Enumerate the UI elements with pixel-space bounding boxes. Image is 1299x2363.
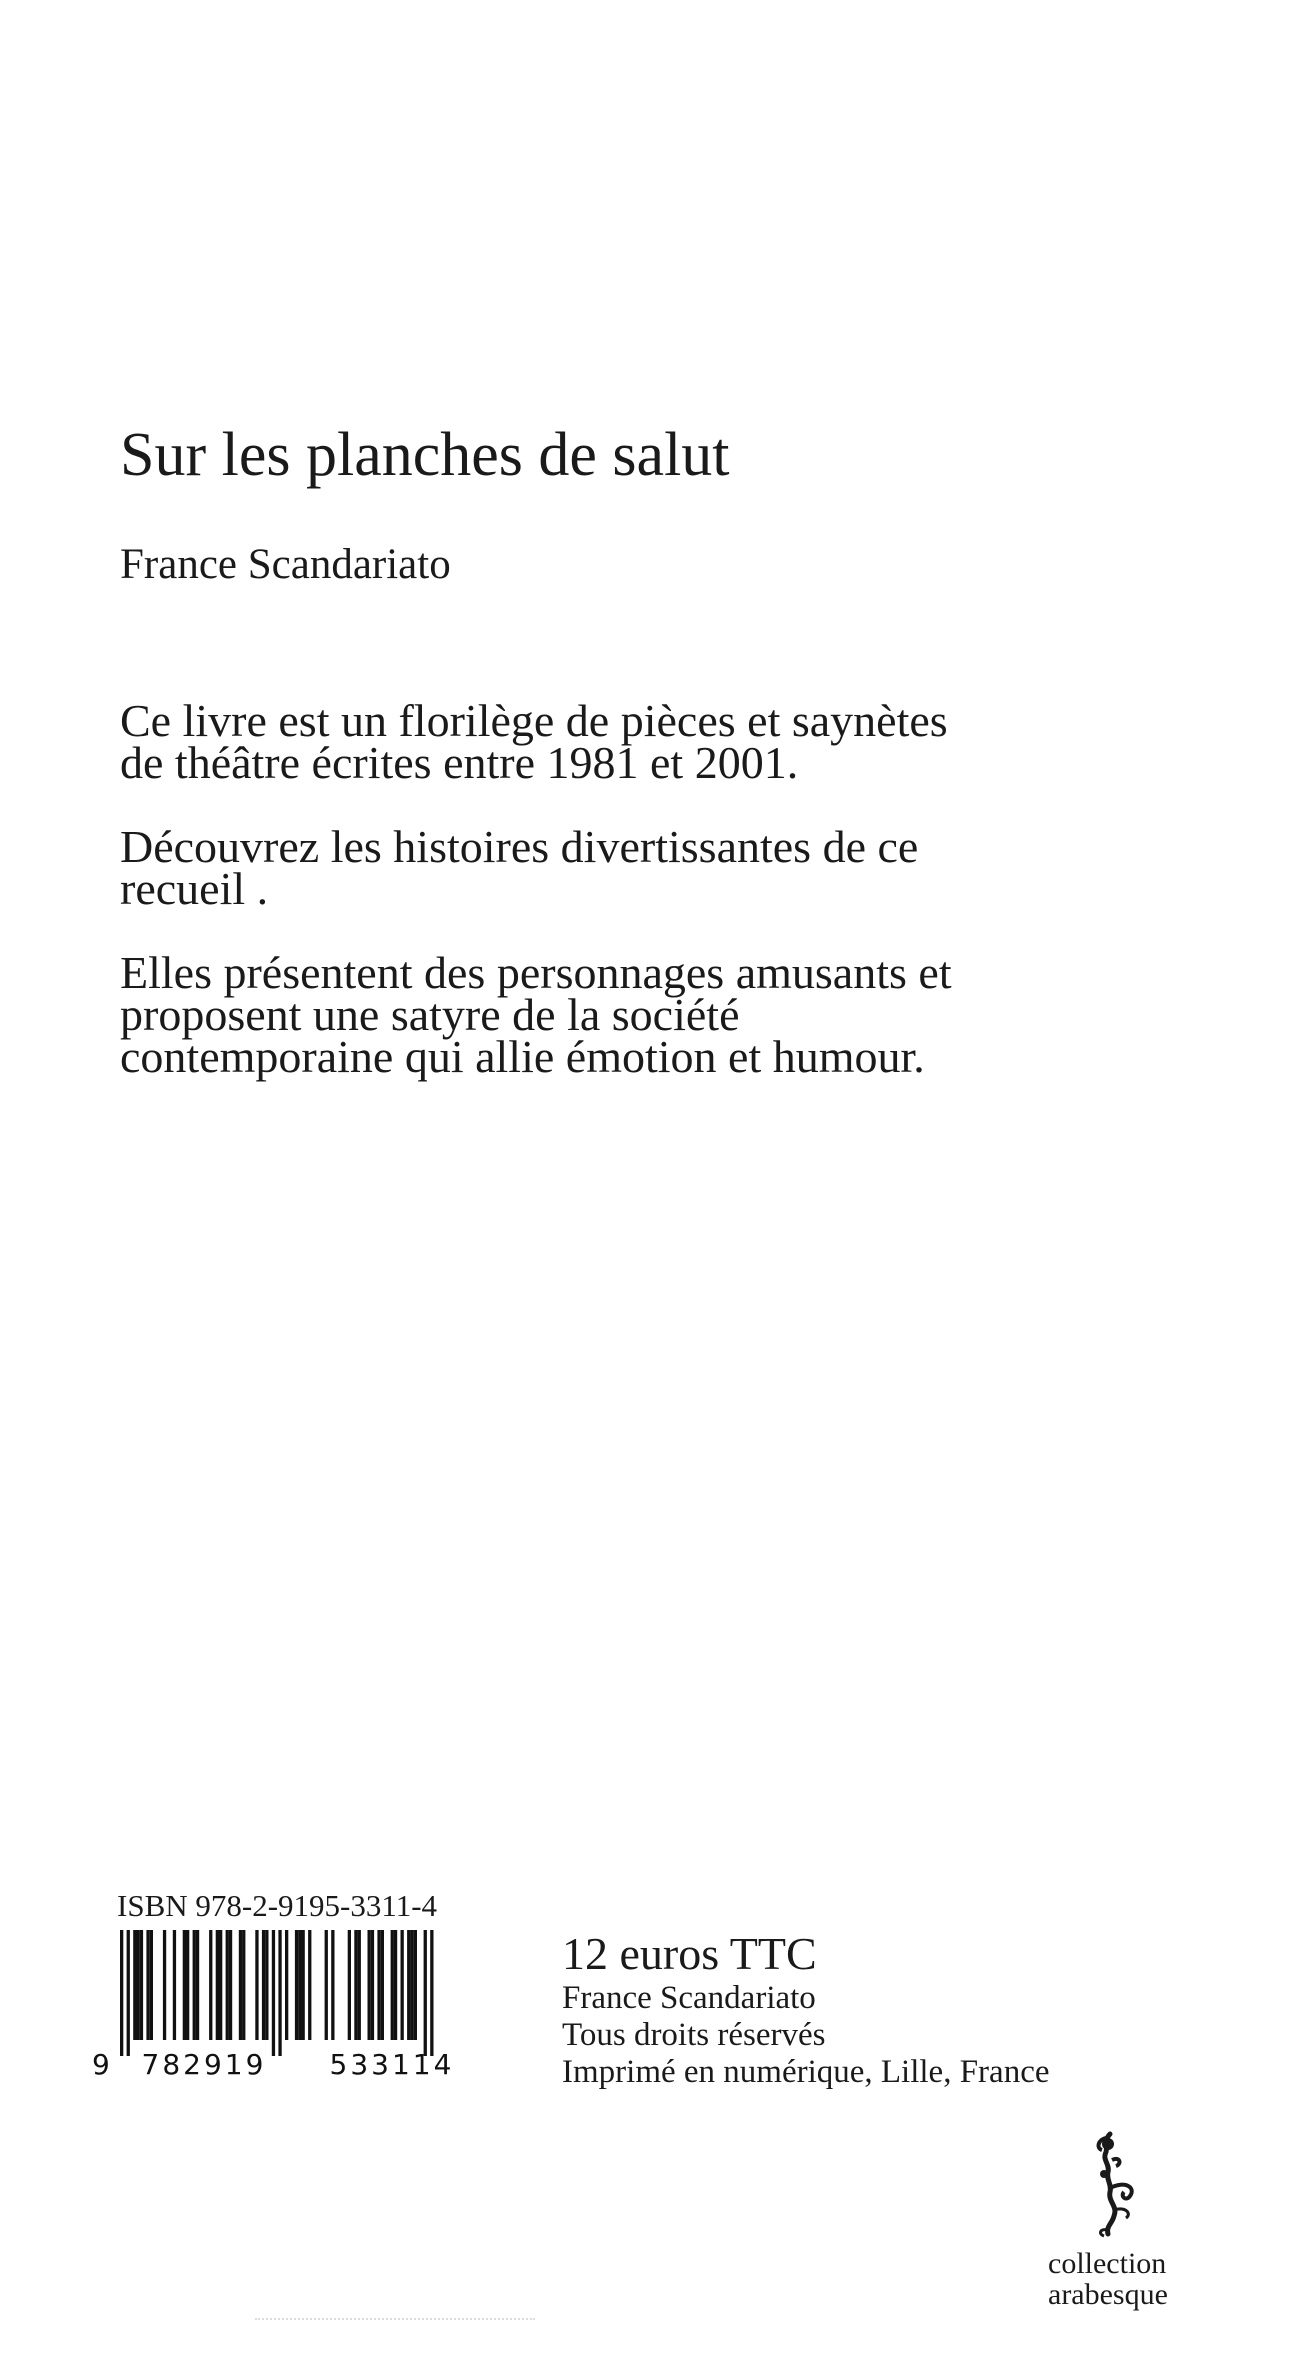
blurb-paragraph: Découvrez les histoires divertissantes de ce recueil . — [120, 821, 919, 914]
barcode-bar — [391, 1930, 394, 2040]
isbn-label: ISBN 978-2-9195-3311-4 — [117, 1888, 438, 1923]
barcode-bar — [325, 1930, 328, 2040]
collection-name — [1040, 2248, 1190, 2310]
arabesque-vine-icon — [1080, 2130, 1150, 2240]
barcode-bar — [133, 1930, 136, 2040]
barcode-bar — [410, 1930, 413, 2040]
barcode-bar — [371, 1930, 374, 2040]
barcode-bar — [278, 1930, 281, 2056]
barcode-bar — [186, 1930, 189, 2040]
barcode-bar — [209, 1930, 212, 2040]
barcode-bar — [173, 1930, 176, 2040]
barcode-bar — [193, 1930, 196, 2040]
publication-info — [562, 1928, 1050, 2091]
barcode-first-digit: 9 — [92, 2048, 110, 2078]
barcode-bar — [308, 1930, 311, 2040]
barcode-bar — [430, 1930, 433, 2056]
book-title: Sur les planches de salut — [120, 421, 730, 489]
book-blurb — [120, 695, 1000, 1120]
blurb-paragraph: Elles présentent des personnages amusants et proposent une satyre de la société contemporaine qui allie émotion et humour. — [120, 947, 952, 1082]
barcode-bar — [285, 1930, 288, 2040]
barcode-bar — [239, 1930, 242, 2040]
collection-line-1: collection — [1048, 2247, 1167, 2280]
barcode-bar — [358, 1930, 361, 2040]
barcode-bar — [183, 1930, 186, 2040]
barcode-bar — [272, 1930, 275, 2056]
barcode-bar — [140, 1930, 143, 2040]
barcode-bar — [127, 1930, 130, 2056]
book-author: France Scandariato — [120, 541, 451, 588]
barcode-bar — [414, 1930, 417, 2040]
blurb-paragraph: Ce livre est un florilège de pièces et saynètes de théâtre écrites entre 1981 et 2001. — [120, 695, 948, 788]
barcode-bar — [229, 1930, 232, 2040]
barcode-left-digits: 782919 — [141, 2048, 267, 2078]
barcode-bar — [354, 1930, 357, 2040]
barcode-bar — [219, 1930, 222, 2040]
barcode-bar — [331, 1930, 334, 2040]
barcode-bar — [381, 1930, 384, 2040]
barcode-bar — [368, 1930, 371, 2040]
barcode-bar — [424, 1930, 427, 2056]
barcode-bars — [120, 1930, 434, 2056]
barcode-bar — [298, 1930, 301, 2040]
barcode-bar — [302, 1930, 305, 2040]
barcode-bar — [242, 1930, 245, 2040]
barcode-bar — [265, 1930, 268, 2040]
barcode-bar — [226, 1930, 229, 2040]
barcode-bar — [295, 1930, 298, 2040]
barcode-bar — [216, 1930, 219, 2040]
price: 12 euros TTC — [562, 1928, 817, 1979]
barcode-bar — [120, 1930, 123, 2056]
barcode-bar — [407, 1930, 410, 2040]
barcode-bar — [163, 1930, 166, 2040]
barcode-bar — [394, 1930, 397, 2040]
faint-divider — [255, 2318, 535, 2322]
collection-line-2: arabesque — [1048, 2278, 1168, 2311]
barcode-bar — [146, 1930, 149, 2040]
barcode-bar — [137, 1930, 140, 2040]
barcode-bar — [377, 1930, 380, 2040]
collection-logo — [1040, 2130, 1190, 2310]
printing-info: Imprimé en numérique, Lille, France — [562, 2054, 1050, 2090]
barcode-bar — [255, 1930, 258, 2040]
copyright-holder: France Scandariato — [562, 1980, 816, 2016]
barcode-bar — [150, 1930, 153, 2040]
barcode-bar — [196, 1930, 199, 2040]
rights-notice: Tous droits réservés — [562, 2017, 826, 2053]
barcode-bar — [401, 1930, 404, 2040]
barcode-bar — [262, 1930, 265, 2040]
barcode-right-digits: 533114 — [329, 2048, 455, 2078]
isbn-barcode — [80, 1928, 500, 2078]
barcode-bar — [348, 1930, 351, 2040]
